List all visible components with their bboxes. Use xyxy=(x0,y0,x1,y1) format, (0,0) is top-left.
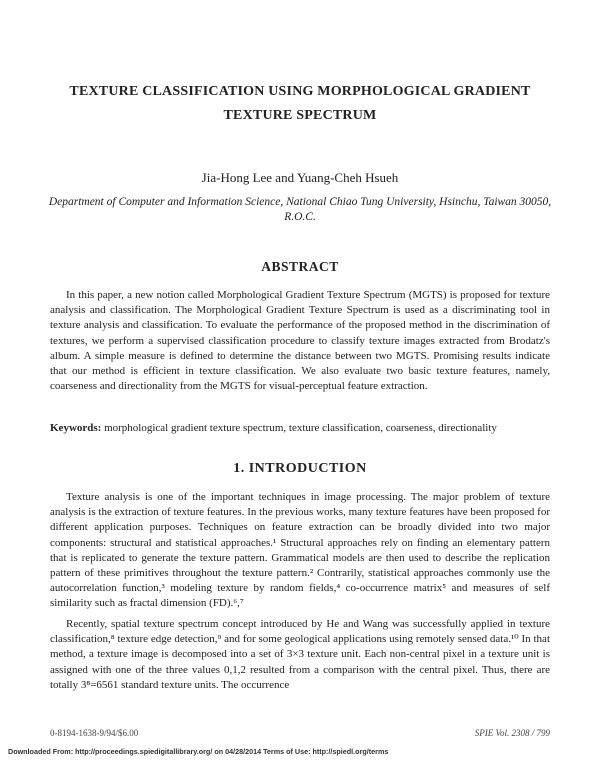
authors: Jia-Hong Lee and Yuang-Cheh Hsueh xyxy=(201,170,399,185)
abstract-heading: ABSTRACT xyxy=(261,259,339,274)
paper-title xyxy=(40,80,560,128)
footer-page-ref: SPIE Vol. 2308 / 799 xyxy=(474,728,550,738)
affiliation: Department of Computer and Information Science, National Chiao Tung University, Hsinchu, Taiwan 30050, R.O.C. xyxy=(48,196,552,223)
keywords xyxy=(50,421,550,436)
title-line-2: TEXTURE SPECTRUM xyxy=(223,108,377,123)
section-heading-introduction: 1. INTRODUCTION xyxy=(233,461,367,476)
intro-paragraph-1: Texture analysis is one of the important techniques in image processing. The major problem of texture analysis is the extraction of texture features. In the previous works, many texture features have been proposed for different application purposes. Techniques on feature extraction can be broadly divided into two major components: structural and statistical approaches.¹ Structural approaches rely on finding an elementary pattern that is replicated to generate the texture pattern. Grammatical models are then used to describe the replication pattern of these primitives throughout the texture pattern.² Contrarily, statistical approaches commonly use the autocorrelation function,³ modeling texture by random fields,⁴ co-occurrence matrix⁵ and measures of self similarity such as fractal dimension (FD).⁶,⁷ xyxy=(50,491,550,610)
keywords-label: Keywords: xyxy=(50,422,102,434)
footer-isbn: 0-8194-1638-9/94/$6.00 xyxy=(50,728,139,738)
abstract-text: In this paper, a new notion called Morphological Gradient Texture Spectrum (MGTS) is proposed for texture analysis and classification. The Morphological Gradient Texture Spectrum is used as a discriminating tool in texture analysis and classification. To evaluate the performance of the proposed method in the discrimination of textures, we perform a supervised classification procedure to classify texture images extracted from Brodatz's album. A simple measure is defined to determine the distance between two MGTS. Promising results indicate that our method is efficient in texture classification. We also evaluate two basic texture features, namely, coarseness and directionality from the MGTS for visual-perceptual feature extraction. xyxy=(50,289,550,393)
keywords-text: morphological gradient texture spectrum, texture classification, coarseness, directionality xyxy=(101,422,497,434)
title-line-1: TEXTURE CLASSIFICATION USING MORPHOLOGICAL GRADIENT xyxy=(69,84,531,99)
download-notice: Downloaded From: http://proceedings.spiedigitallibrary.org/ on 04/28/2014 Terms of Use: http://spiedl.org/terms xyxy=(8,747,389,756)
intro-paragraph-2: Recently, spatial texture spectrum concept introduced by He and Wang was successfully applied in texture classification,⁸ texture edge detection,⁹ and for some geological applications using remotely sensed data.¹⁰ In that method, a texture image is decomposed into a set of 3×3 texture unit. Each non-central pixel in a texture unit is assigned with one of the three values 0,1,2 resulted from a comparison with the central pixel. Thus, there are totally 3⁸=6561 standard texture units. The occurrence xyxy=(50,618,550,691)
